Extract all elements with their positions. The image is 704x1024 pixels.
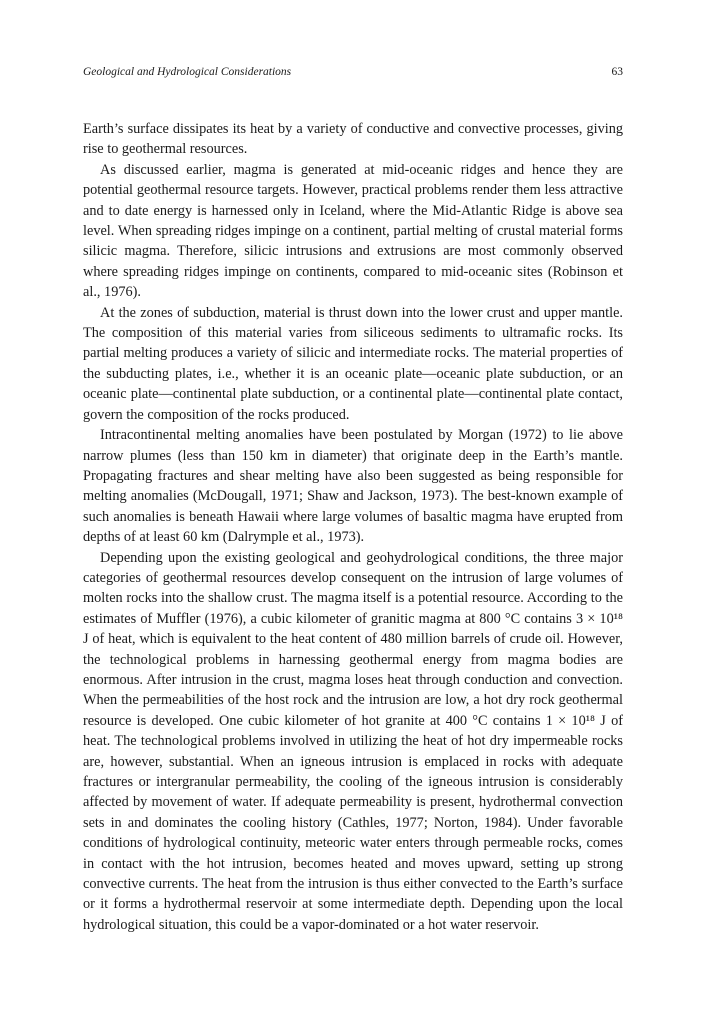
paragraph-mid-oceanic-ridges: As discussed earlier, magma is generated at mid-oceanic ridges and hence they are potential geothermal resource targets. However, practical problems render them less attractive and to date energy is harnessed only in Iceland, where the Mid-Atlantic Ridge is above sea level. When spreading ridges impinge on a continent, partial melting of crustal material forms silicic magma. Therefore, silicic intrusions and extrusions are most commonly observed where spreading ridges impinge on continents, compared to mid-oceanic sites (Robinson et al., 1976). [83, 161, 623, 301]
paragraph-intracontinental-anomalies: Intracontinental melting anomalies have been postulated by Morgan (1972) to lie above narrow plumes (less than 150 km in diameter) that originate deep in the Earth’s mantle. Propagating fractures and shear melting have also been suggested as being responsible for melting anomalies (McDougall, 1971; Shaw and Jackson, 1973). The best-known example of such anomalies is beneath Hawaii where large volumes of basaltic magma have erupted from depths of at least 60 km (Dalrymple et al., 1973). [83, 427, 623, 546]
paragraph-subduction-zones: At the zones of subduction, material is thrust down into the lower crust and upper mantle. The composition of this material varies from siliceous sediments to ultramafic rocks. Its partial melting produces a variety of silicic and intermediate rocks. The material properties of the subducting plates, i.e., whether it is an oceanic plate—oceanic plate subduction, or an oceanic plate—continental plate subduction, or a continental plate—continental plate contact, govern the composition of the rocks produced. [83, 304, 623, 423]
running-head [83, 66, 623, 84]
page-number: 63 [611, 66, 623, 78]
paragraph-continuation: Earth’s surface dissipates its heat by a variety of conductive and convective processes, giving rise to geothermal resources. [83, 121, 623, 158]
running-head-title: Geological and Hydrological Considerations [83, 66, 292, 78]
paragraph-resource-categories: Depending upon the existing geological and geohydrological conditions, the three major categories of geothermal resources develop consequent on the intrusion of large volumes of molten rocks into the shallow crust. The magma itself is a potential resource. According to the estimates of Muffler (1976), a cubic kilometer of granitic magma at 800 °C contains 3 × 10¹⁸ J of heat, which is equivalent to the heat content of 480 million barrels of crude oil. However, the technological problems in harnessing geothermal energy from magma bodies are enormous. After intrusion in the crust, magma loses heat through conduction and convection. When the permeabilities of the host rock and the intrusion are low, a hot dry rock geothermal resource is developed. One cubic kilometer of hot granite at 400 °C contains 1 × 10¹⁸ J of heat. The technological problems involved in utilizing the heat of hot dry impermeable rocks are, however, substantial. When an igneous intrusion is emplaced in rocks with adequate fractures or intergranular permeability, the cooling of the igneous intrusion is considerably affected by movement of water. If adequate permeability is present, hydrothermal convection sets in and dominates the cooling history (Cathles, 1977; Norton, 1984). Under favorable conditions of hydrological continuity, meteoric water enters through permeable rocks, comes in contact with the hot intrusion, becomes heated and moves upward, setting up strong convective currents. The heat from the intrusion is thus either convected to the Earth’s surface or it forms a hydrothermal reservoir at some intermediate depth. Depending upon the local hydrological situation, this could be a vapor-dominated or a hot water reservoir. [83, 549, 623, 933]
body-text [83, 119, 623, 935]
